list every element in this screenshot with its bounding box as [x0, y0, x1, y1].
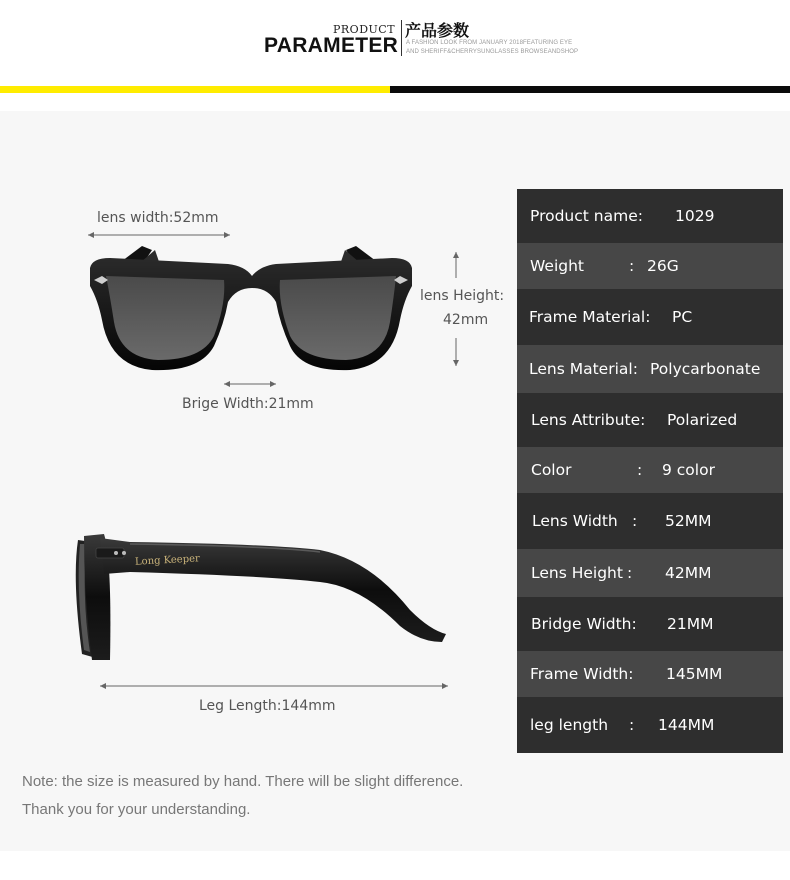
- spec-value: Polycarbonate: [650, 360, 761, 378]
- spec-label: Lens Height: [531, 564, 623, 582]
- spec-label: Lens Attribute:: [531, 411, 646, 429]
- header-bar-black: [390, 86, 790, 93]
- lens-height-arrow-top: [451, 250, 461, 280]
- header-parameter-title: PARAMETER: [264, 34, 399, 57]
- sunglasses-front-image: [80, 240, 420, 380]
- note-line-2: Thank you for your understanding.: [22, 801, 251, 818]
- note-line-1: Note: the size is measured by hand. There will be slight difference.: [22, 773, 464, 790]
- lens-width-arrow: [86, 230, 232, 240]
- spec-value: 9 color: [662, 461, 715, 479]
- spec-row-product-name: [517, 189, 783, 243]
- spec-value: Polarized: [667, 411, 738, 429]
- spec-row-lens-attribute: [517, 393, 783, 447]
- spec-separator: :: [629, 716, 635, 734]
- header-product-label: PRODUCT: [333, 23, 396, 36]
- spec-separator: :: [632, 512, 638, 530]
- spec-label: leg length: [530, 716, 609, 734]
- spec-value: 144MM: [658, 716, 715, 734]
- spec-row-frame-material: [517, 289, 783, 345]
- spec-label: Frame Material:: [529, 308, 651, 326]
- spec-label: Lens Material:: [529, 360, 638, 378]
- spec-row-bridge-width: [517, 597, 783, 651]
- lens-height-label-2: 42mm: [443, 312, 489, 328]
- spec-separator: :: [629, 257, 635, 275]
- bridge-width-arrow: [222, 379, 278, 389]
- temple-brand-text: Long Keeper: [134, 553, 201, 568]
- spec-value: 1029: [675, 207, 715, 225]
- spec-label: Lens Width: [532, 512, 618, 530]
- header-bar-yellow: [0, 86, 390, 93]
- header-divider: [401, 20, 402, 56]
- spec-row-lens-height: [517, 549, 783, 597]
- lens-height-label-1: lens Height:: [420, 288, 505, 304]
- spec-separator: :: [637, 461, 643, 479]
- spec-label: Frame Width:: [530, 665, 634, 683]
- lens-width-label: lens width:52mm: [97, 210, 219, 226]
- spec-separator: :: [627, 564, 633, 582]
- bridge-width-label: Brige Width:21mm: [182, 396, 314, 412]
- spec-value: 21MM: [667, 615, 714, 633]
- spec-row-leg-length: [517, 697, 783, 753]
- spec-row-weight: [517, 243, 783, 289]
- header-tagline-1: A FASHION LOOK FROM JANUARY 2018FEATURING EYE: [406, 40, 573, 46]
- spec-table: [517, 189, 783, 753]
- lens-height-arrow-bottom: [451, 336, 461, 368]
- spec-row-frame-width: [517, 651, 783, 697]
- spec-label: Weight: [530, 257, 585, 275]
- spec-label: Bridge Width:: [531, 615, 637, 633]
- leg-length-label: Leg Length:144mm: [199, 698, 336, 714]
- spec-label: Product name:: [530, 207, 643, 225]
- spec-value: 26G: [647, 257, 679, 275]
- header-tagline-2: AND SHERIFF&CHERRYSUNGLASSES BROWSEANDSHOP: [406, 49, 579, 55]
- sunglasses-side-image: [70, 530, 450, 665]
- spec-row-color: [517, 447, 783, 493]
- spec-label: Color: [531, 461, 572, 479]
- spec-value: 42MM: [665, 564, 712, 582]
- spec-value: 52MM: [665, 512, 712, 530]
- spec-row-lens-width: [517, 493, 783, 549]
- spec-value: 145MM: [666, 665, 723, 683]
- spec-value: PC: [672, 308, 693, 326]
- header-chinese-title: 产品参数: [405, 21, 470, 40]
- leg-length-arrow: [98, 681, 450, 691]
- spec-row-lens-material: [517, 345, 783, 393]
